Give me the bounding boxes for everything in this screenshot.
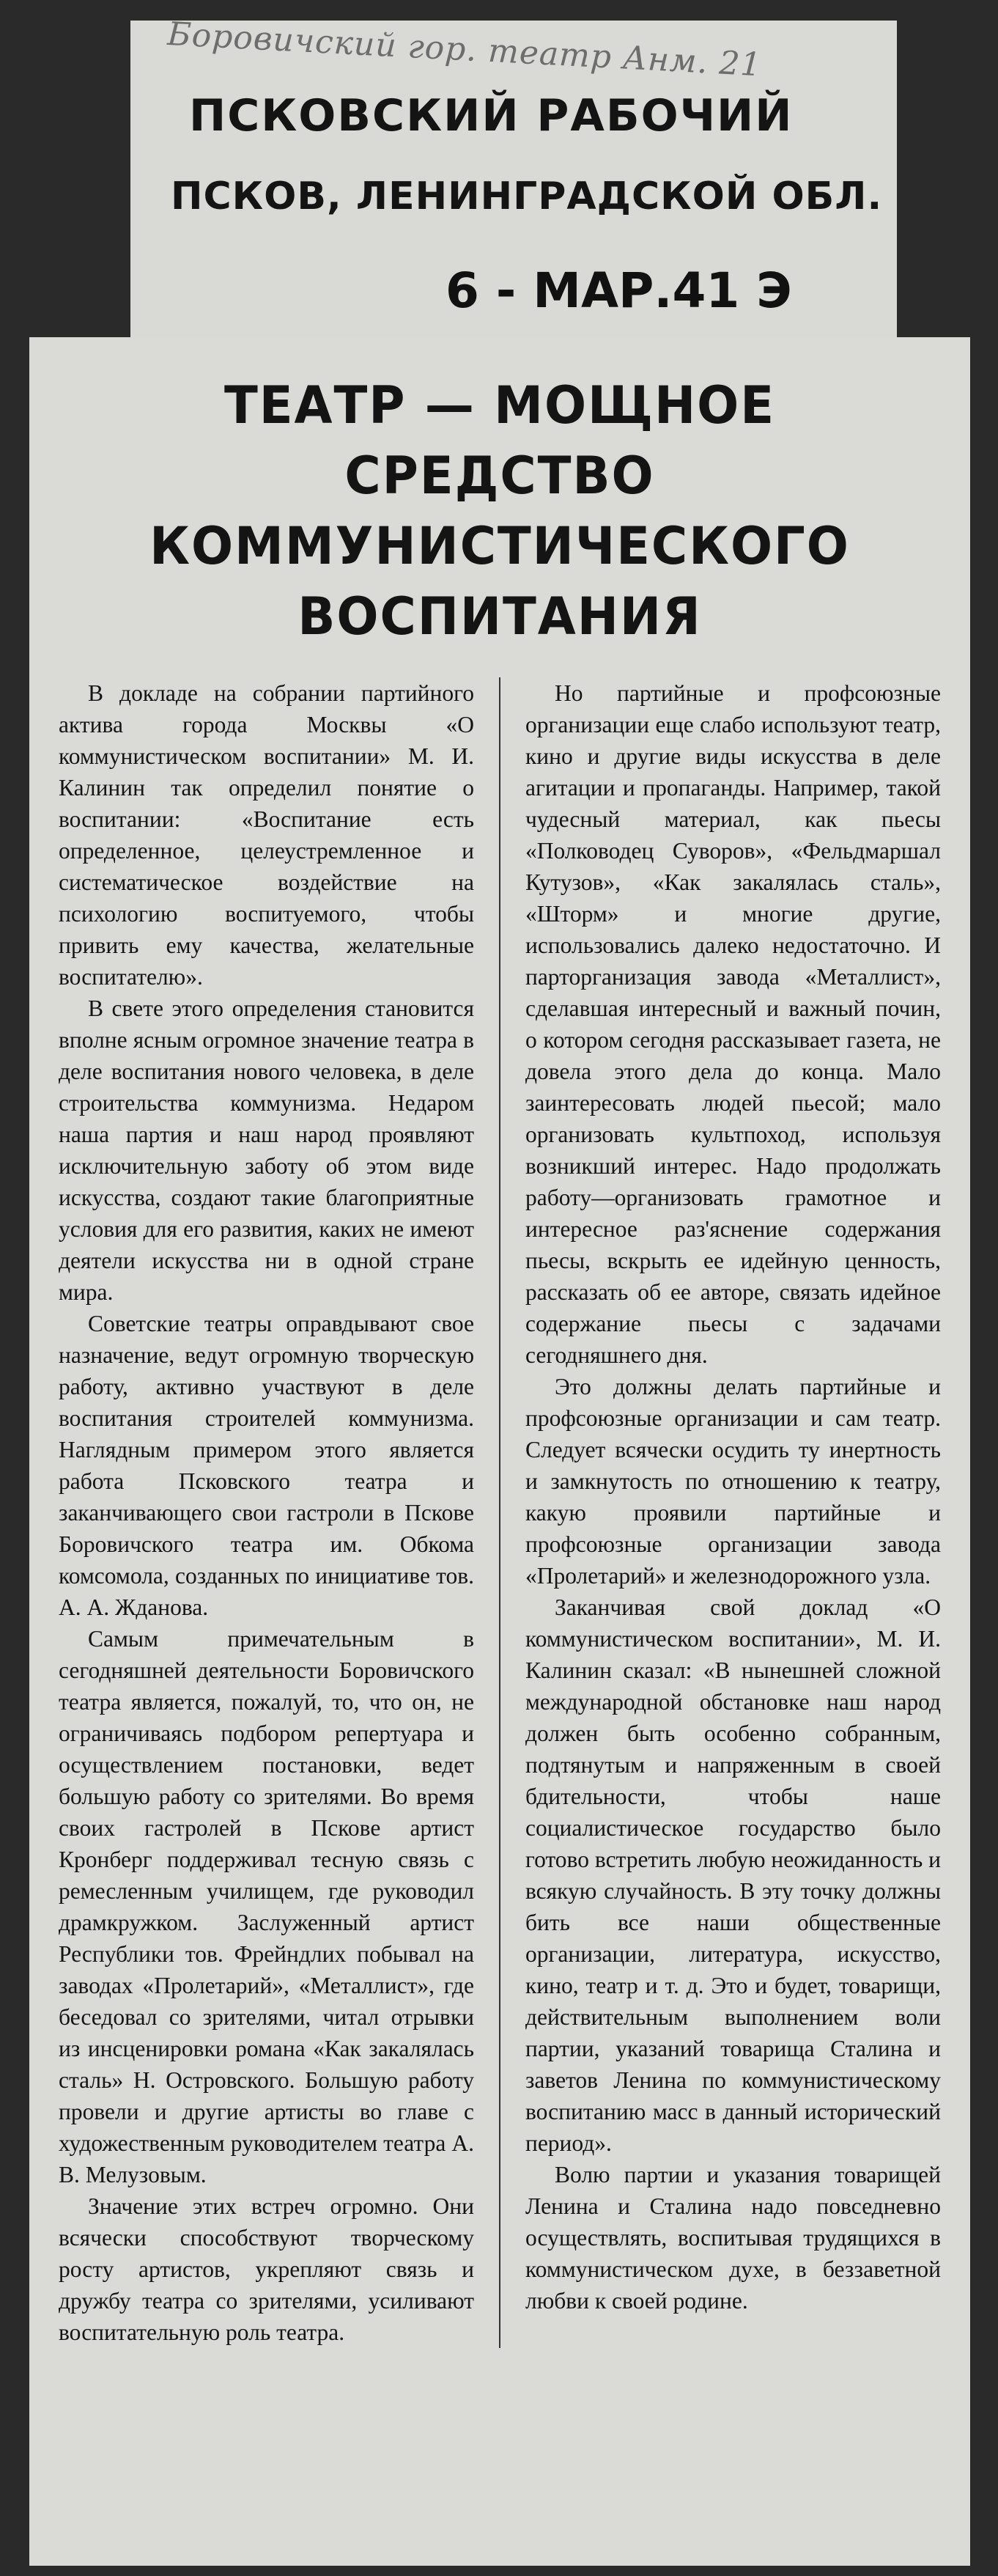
date-stamp: 6 - МАР.41 Э: [446, 262, 792, 319]
paragraph: В свете этого определения становится вполне ясным огромное значение театра в деле воспитания нового человека, в деле строительства коммунизма. Недаром наша партия и наш народ проявляют исключительную заботу об этом виде искусства, создают такие благоприятные условия для его развития, каких не имеют деятели искусства ни в одной стране мира.: [59, 996, 475, 1305]
column-divider: [499, 677, 500, 2348]
right-column: [525, 677, 941, 2348]
paragraph: Значение этих встреч огромно. Они всячески способствуют творческому росту артистов, укрепляют связь и дружбу театра со зрителями, усиливают воспитательную роль театра.: [59, 2193, 475, 2345]
paragraph: Советские театры оправдывают свое назначение, ведут огромную творческую работу, активно участвуют в деле воспитания строителей коммунизма. Наглядным примером этого является работа Псковского театра и заканчивающего свои гастроли в Пскове Боровичского театра им. Обкома комсомола, созданных по инициативе тов. А. А. Жданова.: [59, 1311, 475, 1620]
headline-line-1: ТЕАТР — МОЩНОЕ СРЕДСТВО: [223, 375, 776, 506]
article-clipping: [29, 337, 970, 2566]
paragraph: В докладе на собрании партийного актива города Москвы «О коммунистическом воспитании» М. И. Калинин так определил понятие о воспитании: «Воспитание есть определенное, целеустремленное и систематическое воздействие на психологию воспитуемого, чтобы привить ему качества, желательные воспитателю».: [59, 680, 475, 990]
paragraph: Заканчивая свой доклад «О коммунистическом воспитании», М. И. Калинин сказал: «В нынешней сложной международной обстановке наш народ должен быть особенно собранным, подтянутым и напряженным в своей бдительности, чтобы наше социалистическое государство было готово встретить любую неожиданность и всякую случайность. В эту точку должны бить все наши общественные организации, литература, искусство, кино, театр и т. д. Это и будет, товарищи, действительным выполнением воли партии, указаний товарища Сталина и заветов Ленина по коммунистическому воспитанию масс в данный исторический период».: [525, 1594, 941, 2156]
article-headline: [76, 370, 923, 652]
handwritten-note: Боровичский гор. театр Анм. 21: [166, 15, 763, 84]
paragraph: Самым примечательным в сегодняшней деятельности Боровичского театра является, пожалуй, то, что он, не ограничиваясь подбором репертуара и осуществлением постановки, ведет большую работу со зрителями. Во время своих гастролей в Пскове артист Кронберг поддерживал тесную связь с ремесленным училищем, где руководил драмкружком. Заслуженный артист Республики тов. Фрейндлих побывал на заводах «Пролетарий», «Металлист», где беседовал со зрителями, читал отрывки из инсценировки романа «Как закалялась сталь» Н. Островского. Большую работу провели и другие артисты во главе с художественным руководителем театра А. В. Мелузовым.: [59, 1626, 475, 2187]
paragraph: Волю партии и указания товарищей Ленина и Сталина надо повседневно осуществлять, воспитывая трудящихся в коммунистическом духе, в беззаветной любви к своей родине.: [525, 2162, 941, 2314]
newspaper-location: ПСКОВ, ЛЕНИНГРАДСКОЙ ОБЛ.: [171, 174, 883, 218]
left-column: [59, 677, 474, 2348]
paragraph: Это должны делать партийные и профсоюзные организации и сам театр. Следует всячески осудить ту инертность и замкнутость по отношению к театру, какую проявили партийные и профсоюзные организации завода «Пролетарий» и железнодорожного узла.: [525, 1374, 941, 1589]
newspaper-masthead-clipping: [130, 15, 897, 343]
paragraph: Но партийные и профсоюзные организации еще слабо используют театр, кино и другие виды искусства в деле агитации и пропаганды. Например, такой чудесный материал, как пьесы «Полководец Суворов», «Фельдмаршал Кутузов», «Как закалялась сталь», «Шторм» и многие другие, использовались далеко недостаточно. И парторганизация завода «Металлист», сделавшая интересный и важный почин, о котором сегодня рассказывает газета, не довела этого дела до конца. Мало заинтересовать людей пьесой; мало организовать культпоход, используя возникший интерес. Надо продолжать работу—организовать грамотное и интересное раз'яснение содержания пьесы, вскрыть ее идейную ценность, рассказать об ее авторе, связать идейное содержание пьесы с задачами сегодняшнего дня.: [525, 680, 941, 1368]
headline-line-2: КОММУНИСТИЧЕСКОГО ВОСПИТАНИЯ: [149, 516, 850, 647]
article-columns: [59, 677, 941, 2348]
newspaper-name: ПСКОВСКИЙ РАБОЧИЙ: [189, 90, 794, 141]
